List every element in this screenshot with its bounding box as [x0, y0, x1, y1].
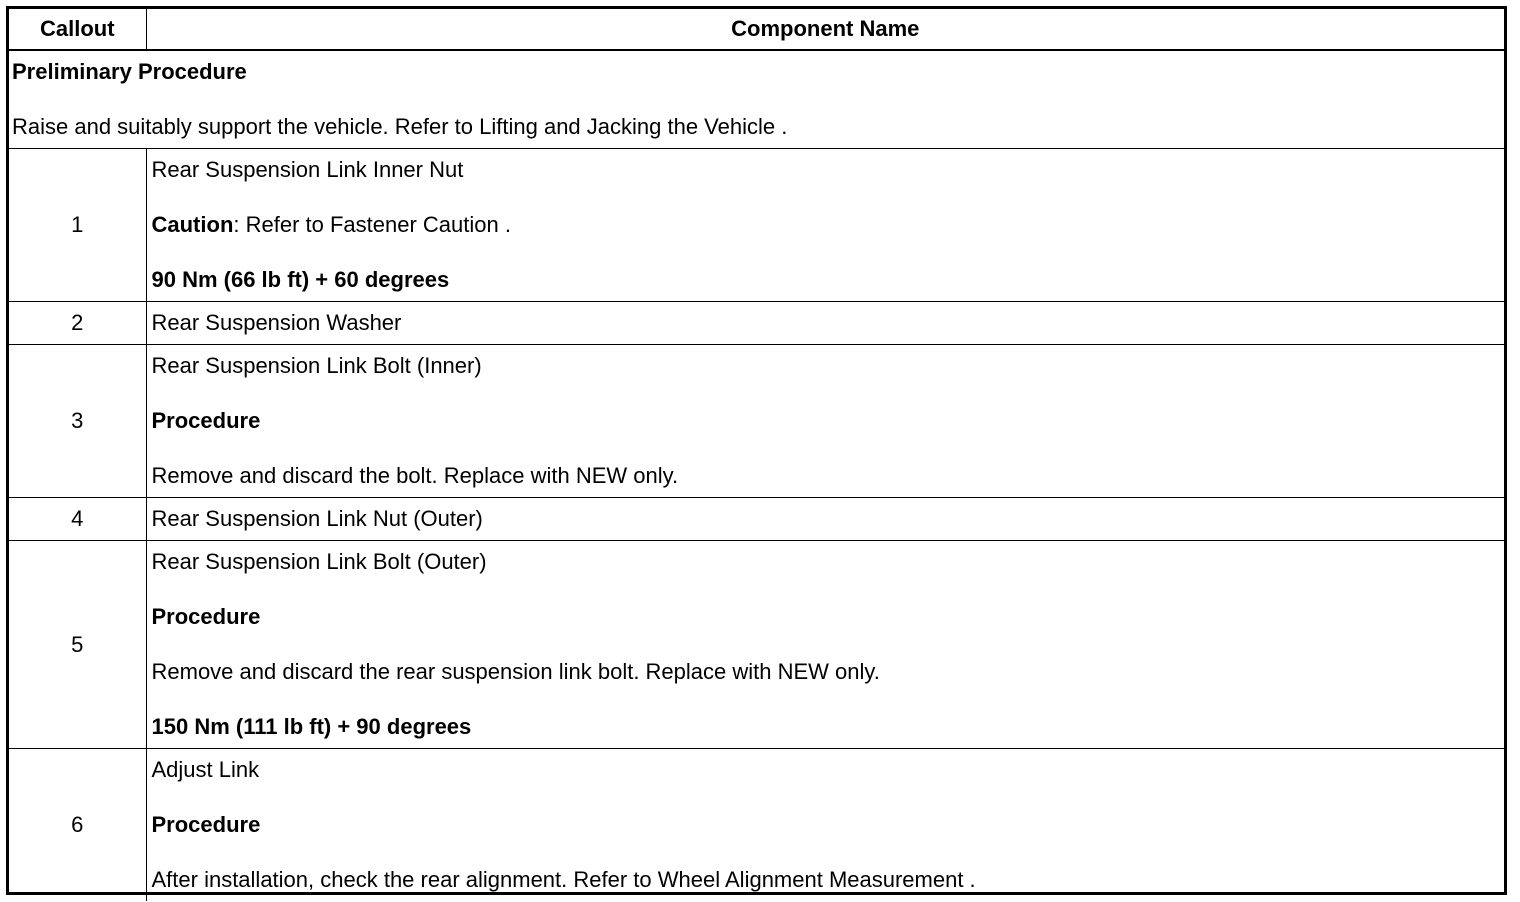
component-cell [146, 749, 1504, 902]
procedure-text: Remove and discard the bolt. Replace with NEW only. [151, 463, 679, 488]
callout-cell: 5 [9, 541, 146, 749]
component-cell [146, 541, 1504, 749]
callout-cell: 6 [9, 749, 146, 902]
procedure-label: Procedure [151, 604, 261, 629]
header-callout: Callout [9, 9, 146, 50]
component-table-frame [6, 6, 1507, 895]
callout-cell: 3 [9, 345, 146, 498]
callout-cell: 4 [9, 498, 146, 541]
table-row [9, 345, 1504, 498]
preliminary-cell [9, 50, 1504, 149]
procedure-text: Remove and discard the rear suspension link bolt. Replace with NEW only. [151, 659, 880, 684]
procedure-text: After installation, check the rear alignment. Refer to Wheel Alignment Measurement . [151, 867, 976, 892]
table-row [9, 541, 1504, 749]
component-table [9, 9, 1504, 901]
torque-spec: 90 Nm (66 lb ft) + 60 degrees [151, 267, 450, 292]
component-name: Adjust Link [151, 757, 260, 782]
caution-label: Caution [151, 212, 234, 237]
component-name: Rear Suspension Link Nut (Outer) [146, 498, 1504, 541]
procedure-label: Procedure [151, 408, 261, 433]
torque-spec: 150 Nm (111 lb ft) + 90 degrees [151, 714, 472, 739]
component-name: Rear Suspension Link Bolt (Outer) [151, 549, 487, 574]
header-component-name: Component Name [146, 9, 1504, 50]
table-row [9, 302, 1504, 345]
preliminary-title: Preliminary Procedure [12, 59, 247, 84]
table-row [9, 149, 1504, 302]
component-name: Rear Suspension Washer [146, 302, 1504, 345]
caution-text: : Refer to Fastener Caution . [233, 212, 511, 237]
table-row [9, 498, 1504, 541]
component-cell [146, 345, 1504, 498]
preliminary-row [9, 50, 1504, 149]
table-header-row [9, 9, 1504, 50]
callout-cell: 1 [9, 149, 146, 302]
caution-line [147, 204, 1505, 259]
component-cell [146, 149, 1504, 302]
callout-cell: 2 [9, 302, 146, 345]
table-row [9, 749, 1504, 902]
component-name: Rear Suspension Link Bolt (Inner) [151, 353, 482, 378]
procedure-label: Procedure [151, 812, 261, 837]
preliminary-text: Raise and suitably support the vehicle. Refer to Lifting and Jacking the Vehicle . [12, 114, 788, 139]
component-name: Rear Suspension Link Inner Nut [151, 157, 464, 182]
